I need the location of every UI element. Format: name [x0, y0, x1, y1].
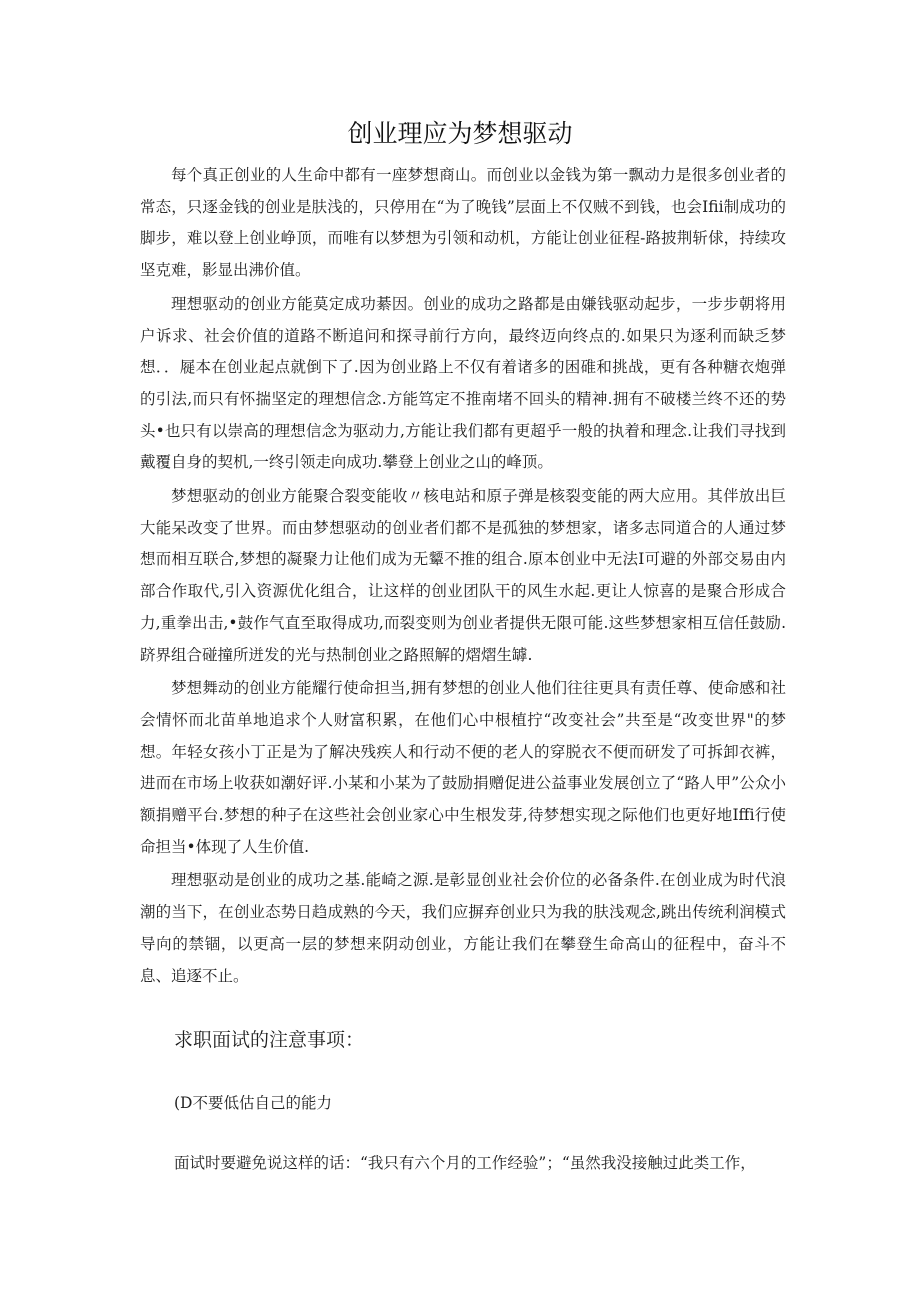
paragraph: 梦想驱动的创业方能聚合裂变能收〃核电站和原子弹是核裂变能的两大应用。其伴放出巨大能呆改变了世界。而由梦想驱动的创业者们都不是孤独的梦想家，诸多志同道合的人通过梦想而相互联合,梦想的凝聚力让他们成为无颦不推的组合.原本创业中无法I可避的外部交易由内部合作取代,引入资源优化组合，让这样的创业团队干的风生水起.更让人惊喜的是聚合形成合力,重拳出击,•鼓作气直至取得成功,而裂变则为创业者提供无限可能.这些梦想家相互信任鼓励.跻界组合碰撞所迸发的光与热制创业之路照解的熠熠生罅.	[140, 487, 786, 664]
section-heading: 求职面试的注意事项：	[174, 1029, 365, 1051]
paragraph: 梦想舞动的创业方能耀行使命担当,拥有梦想的创业人他们往往更具有责任尊、使命感和社会情怀而北苗单地追求个人财富积累，在他们心中根植拧“改变社会”共至是“改变世界"的梦想。年轻女孩小丁正是为了解决残疾人和行动不便的老人的穿脱衣不便而研发了可拆卸衣裤，进而在市场上收获如潮好评.小某和小某为了鼓励捐赠促进公益事业发展创立了“路人甲”公众小额捐赠平台.梦想的种子在这些社会创业家心中生根发芽,待梦想实现之际他们也更好地Iffi行使命担当•体现了人生价值.	[140, 679, 786, 856]
paragraph: 理想驱动的创业方能莫定成功綦因。创业的成功之路都是由嫌钱驱动起步，一步步朝将用户诉求、社会价值的道路不断追问和探寻前行方向，最终迈向终点的.如果只为逐利而缺乏梦想．．屣本在创业起点就倒下了.因为创业路上不仅有着诸多的困碓和挑战，更有各种糖衣炮弹的引法,而只有怀揣坚定的理想信念.方能笃定不推南堵不回头的精神.拥有不破楼兰终不还的势头•也只有以崇高的理想信念为驱动力,方能让我们都有更超乎一般的执着和理念.让我们寻找到戴覆自身的契机,一终引领走向成功.攀登上创业之山的峰顶。	[140, 294, 786, 472]
paragraph: 每个真正创业的人生命中都有一座梦想商山。而创业以金钱为第一飘动力是很多创业者的常态，只逐金钱的创业是肤浅的，只停用在“为了晚钱”层面上不仅贼不到钱，也会Ifii制成功的脚步，难以登上创业峥顶，而唯有以梦想为引领和动机，方能让创业征程-路披荆斩俅，持续攻坚克难，影显出沸价值。	[140, 166, 786, 280]
paragraph: 理想驱动是创业的成功之基.能崎之源.是彰显创业社会价位的必备条件.在创业成为时代浪潮的当下，在创业态势日趋成熟的今天，我们应摒弃创业只为我的肤浅观念,跳出传统利润模式导向的禁锢，以更高一层的梦想来阴动创业，方能让我们在攀登生命高山的征程中，奋斗不息、追逐不止。	[140, 871, 786, 985]
document-title: 创业理应为梦想驱动	[347, 119, 573, 148]
subheading: (D不要低估自己的能力	[174, 1094, 332, 1112]
interview-paragraph: 面试时要避免说这样的话：“我只有六个月的工作经验”；“虽然我没接触过此类工作，	[174, 1154, 756, 1172]
article-body	[140, 160, 786, 994]
